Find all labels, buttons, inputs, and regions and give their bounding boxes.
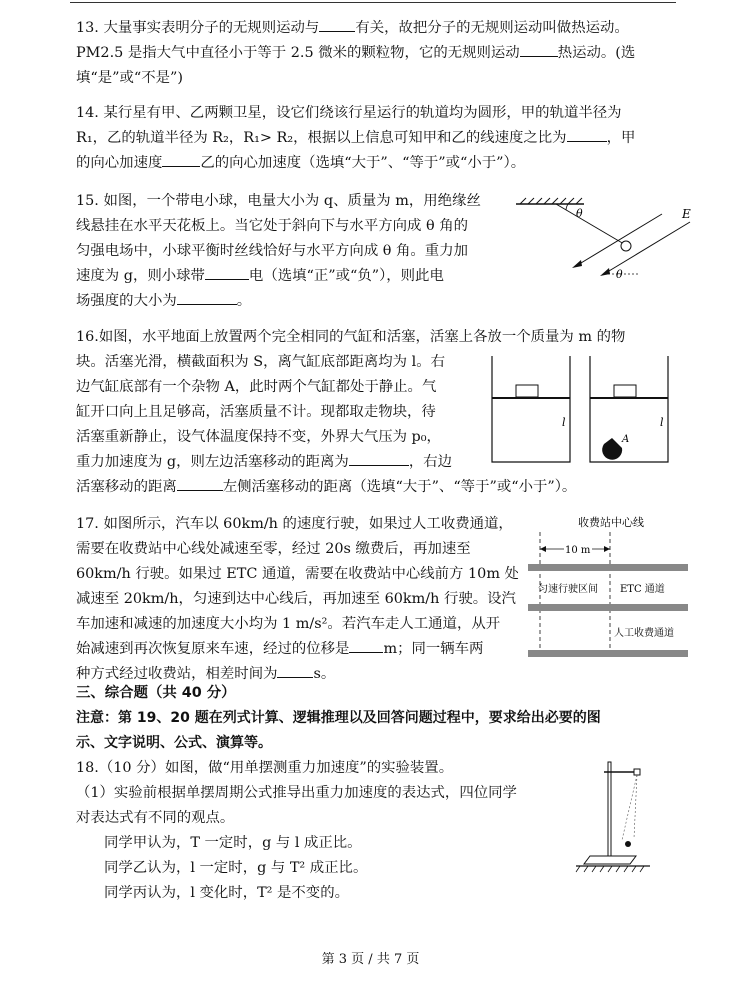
q15-text: 场强度的大小为 — [76, 293, 177, 309]
section-note — [76, 706, 601, 756]
q16-text: 活塞移动的距离 — [76, 479, 177, 495]
student-opinion: 同学丙认为，l 变化时，T² 是不变的。 — [104, 885, 349, 901]
q13-text: PM2.5 是指大气中直径小于等于 2.5 微米的颗粒物，它的无规则运动 — [76, 45, 520, 61]
q16-text: 左侧活塞移动的距离（选填“大于”、“等于”或“小于”）。 — [222, 479, 577, 495]
q16-text: 16.如图，水平地面上放置两个完全相同的气缸和活塞，活塞上各放一个质量为 m 的物 — [76, 329, 626, 345]
question-18 — [76, 756, 517, 906]
field-line — [604, 222, 690, 274]
q17-text: 车加速和减速的加速度大小均为 1 m/s²。若汽车走人工通道，从开 — [76, 616, 501, 632]
theta-top-label: θ — [576, 207, 583, 220]
lane-divider — [528, 604, 688, 611]
left-length-label: l — [562, 416, 566, 429]
stand-pole — [608, 762, 611, 858]
left-cylinder — [492, 356, 570, 462]
section-title: 三、综合题（共 40 分） — [76, 685, 236, 701]
answer-blank[interactable] — [349, 450, 409, 466]
q17-text: 种方式经过收费站，相差时间为 — [76, 666, 278, 682]
field-e-label: E — [682, 207, 691, 221]
field-arrowhead — [572, 260, 582, 268]
q15-text: 线悬挂在水平天花板上。当它处于斜向下与水平方向成 θ 角的 — [76, 218, 468, 234]
q14-text: 14. 某行星有甲、乙两颗卫星，设它们绕该行星运行的轨道均为圆形，甲的轨道半径为 — [76, 105, 622, 121]
answer-blank[interactable] — [277, 662, 313, 678]
pendulum-apparatus-diagram — [574, 756, 654, 874]
uniform-zone-label: 匀速行驶区间 — [538, 584, 598, 595]
q17-text: 减速至 20km/h，匀速到达中心线后，再加速至 60km/h 行驶。设汽 — [76, 591, 516, 607]
q17-text: 始减速到再次恢复原来车速，经过的位移是 — [76, 641, 350, 657]
right-length-label: l — [660, 416, 664, 429]
q18-text: 18.（10 分）如图，做“用单摆测重力加速度”的实验装置。 — [76, 760, 454, 776]
right-cylinder — [590, 356, 668, 462]
q16-text: 缸开口向上且足够高，活塞质量不计。现都取走物块，待 — [76, 404, 436, 420]
debris-label: A — [622, 434, 630, 445]
question-14 — [76, 101, 635, 176]
note-text: 示、文字说明、公式、演算等。 — [76, 735, 272, 751]
q16-text: 块。活塞光滑，横截面积为 S，离气缸底部距离均为 l。右 — [76, 354, 445, 370]
q13-text: 热运动。(选 — [557, 45, 636, 61]
question-15 — [76, 189, 481, 314]
debris-a — [602, 438, 622, 460]
answer-blank[interactable] — [177, 289, 237, 305]
q17-text: s。 — [313, 666, 336, 682]
answer-blank[interactable] — [177, 475, 223, 491]
charged-ball-diagram — [512, 190, 702, 290]
q13-text: 有关，故把分子的无规则运动叫做热运动。 — [355, 20, 629, 36]
q13-text: 填“是”或“不是”) — [76, 70, 183, 86]
student-opinion: 同学乙认为，l 一定时，g 与 T² 成正比。 — [104, 860, 368, 876]
question-13 — [76, 16, 635, 91]
q18-text: （1）实验前根据单摆周期公式推导出重力加速度的表达式，四位同学 — [76, 785, 517, 801]
q15-text: 15. 如图，一个带电小球，电量大小为 q、质量为 m，用绝缘丝 — [76, 193, 481, 209]
etc-lane-label: ETC 通道 — [620, 584, 665, 595]
left-block — [516, 385, 538, 397]
q16-text: 边气缸底部有一个杂物 A，此时两个气缸都处于静止。气 — [76, 379, 437, 395]
q15-text: 匀强电场中，小球平衡时丝线恰好与水平方向成 θ 角。重力加 — [76, 243, 468, 259]
answer-blank[interactable] — [205, 264, 249, 280]
student-opinion: 同学甲认为，T 一定时，g 与 l 成正比。 — [104, 835, 362, 851]
answer-blank[interactable] — [349, 637, 383, 653]
top-rule — [70, 2, 676, 3]
answer-blank[interactable] — [520, 41, 558, 57]
q17-text: m；同一辆车两 — [383, 641, 484, 657]
center-line-label: 收费站中心线 — [578, 516, 644, 529]
pendulum-string — [634, 775, 637, 838]
q17-text: 17. 如图所示，汽车以 60km/h 的速度行驶，如果过人工收费通道， — [76, 516, 513, 532]
q16-text: 重力加速度为 g，则左边活塞移动的距离为 — [76, 454, 349, 470]
page-footer: 第 3 页 / 共 7 页 — [321, 952, 420, 967]
theta-bottom-label: θ — [616, 268, 623, 281]
q14-text: 乙的向心加速度（选填“大于”、“等于”或“小于”）。 — [200, 155, 526, 171]
question-17 — [76, 512, 519, 687]
lane-divider — [528, 564, 688, 571]
distance-label: 10 m — [565, 545, 591, 556]
stand-base — [584, 856, 636, 864]
q15-text: 电（选填“正”或“负”），则此电 — [248, 268, 444, 284]
pendulum-bob — [625, 841, 631, 847]
q15-text: 速度为 g，则小球带 — [76, 268, 205, 284]
note-text: 注意：第 19、20 题在列式计算、逻辑推理以及回答问题过程中，要求给出必要的图 — [76, 710, 601, 726]
cylinders-diagram — [488, 352, 680, 470]
field-line — [576, 214, 662, 266]
answer-blank[interactable] — [162, 151, 200, 167]
q14-text: 的向心加速度 — [76, 155, 163, 171]
manual-lane-label: 人工收费通道 — [614, 628, 674, 639]
answer-blank[interactable] — [319, 16, 355, 32]
pendulum-string — [622, 775, 637, 840]
q15-text: 。 — [236, 293, 252, 309]
q17-text: 需要在收费站中心线处减速至零，经过 20s 缴费后，再加速至 — [76, 541, 471, 557]
charged-ball — [621, 241, 631, 251]
lane-divider — [528, 650, 688, 657]
q16-text: 活塞重新静止，设气体温度保持不变，外界大气压为 p₀， — [76, 429, 441, 445]
field-arrowhead — [600, 268, 610, 276]
q17-text: 60km/h 行驶。如果过 ETC 通道，需要在收费站中心线前方 10m 处 — [76, 566, 519, 582]
q14-text: ，甲 — [606, 130, 636, 146]
answer-blank[interactable] — [567, 126, 607, 142]
right-block — [614, 385, 636, 397]
q14-text: R₁，乙的轨道半径为 R₂，R₁> R₂，根据以上信息可知甲和乙的线速度之比为 — [76, 130, 567, 146]
q13-text: 13. 大量事实表明分子的无规则运动与 — [76, 20, 320, 36]
q16-text: ，右边 — [408, 454, 453, 470]
toll-station-diagram — [524, 512, 690, 662]
q18-text: 对表达式有不同的观点。 — [76, 810, 235, 826]
